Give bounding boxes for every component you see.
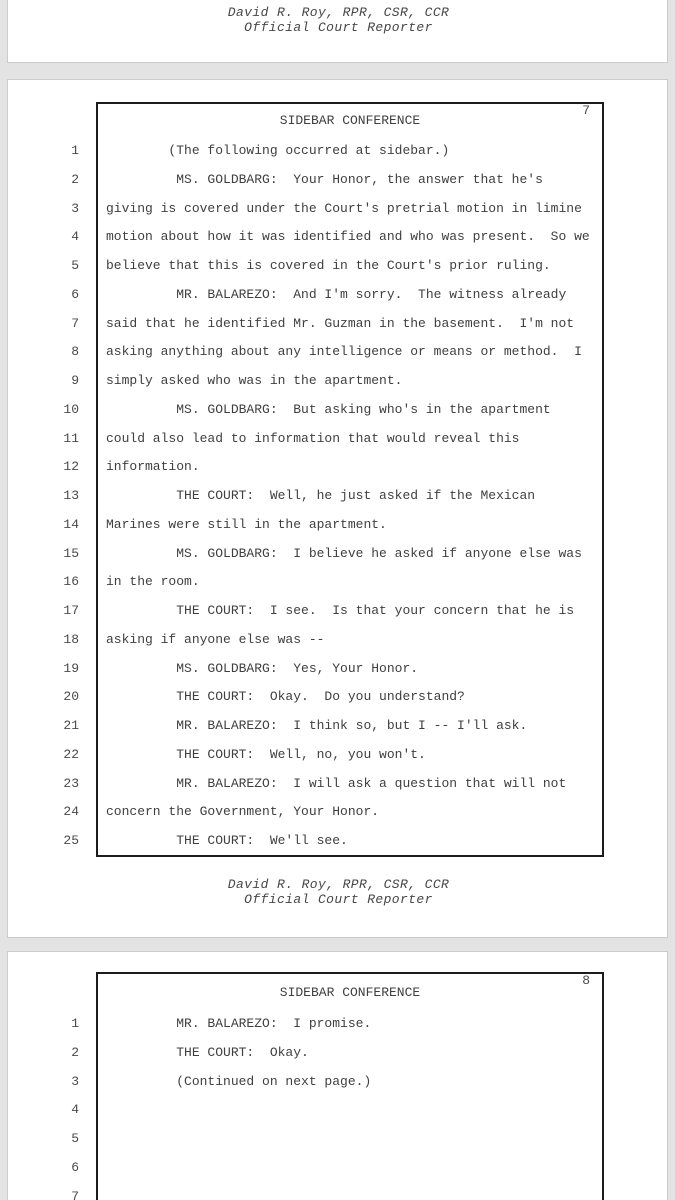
line-number: 5 <box>71 258 79 273</box>
transcript-line <box>8 1096 669 1125</box>
line-number: 9 <box>71 373 79 388</box>
line-number: 25 <box>63 833 79 848</box>
line-number: 13 <box>63 488 79 503</box>
line-number: 14 <box>63 516 79 532</box>
line-text <box>79 1154 106 1183</box>
line-text <box>79 1096 106 1125</box>
transcript-lines <box>8 1010 669 1200</box>
line-text: MR. BALAREZO: And I'm sorry. The witness already <box>106 286 567 302</box>
line-text: (Continued on next page.) <box>106 1073 372 1089</box>
line-text <box>79 1183 106 1200</box>
line-number: 19 <box>63 660 79 676</box>
line-number: 24 <box>63 804 79 820</box>
line-text: in the room. <box>106 574 200 590</box>
line-number: 16 <box>63 574 79 590</box>
transcript-line <box>8 1010 669 1039</box>
transcript-line <box>8 655 669 684</box>
transcript-line <box>8 511 669 540</box>
line-text: said that he identified Mr. Guzman in the basement. I'm not <box>106 315 575 331</box>
line-text: THE COURT: Okay. <box>106 1044 309 1060</box>
line-number: 10 <box>63 401 79 417</box>
transcript-line <box>8 741 669 770</box>
page-header: SIDEBAR CONFERENCE <box>279 113 421 128</box>
line-text: could also lead to information that would reveal this <box>106 430 520 446</box>
reporter-name: David R. Roy, RPR, CSR, CCR <box>227 5 450 20</box>
transcript-line <box>8 482 669 511</box>
transcript-line <box>8 137 669 166</box>
line-text: MS. GOLDBARG: But asking who's in the apartment <box>106 401 551 417</box>
transcript-line <box>8 827 669 856</box>
line-number: 17 <box>63 603 79 618</box>
line-number: 23 <box>63 775 79 791</box>
line-text: MR. BALAREZO: I promise. <box>106 1016 372 1031</box>
line-number: 5 <box>71 1131 79 1146</box>
transcript-line <box>8 1154 669 1183</box>
line-number: 21 <box>63 718 79 733</box>
line-text: believe that this is covered in the Court's prior ruling. <box>106 258 551 273</box>
transcript-line <box>8 1125 669 1154</box>
line-text: THE COURT: Well, no, you won't. <box>106 746 426 762</box>
line-number: 15 <box>63 545 79 561</box>
reporter-footer <box>8 5 669 35</box>
transcript-line <box>8 166 669 195</box>
line-text: THE COURT: I see. Is that your concern that he is <box>106 603 575 618</box>
line-number: 6 <box>71 286 79 302</box>
line-text: THE COURT: We'll see. <box>106 833 348 848</box>
transcript-page-7 <box>7 79 668 938</box>
line-text: asking anything about any intelligence or means or method. I <box>106 344 582 360</box>
line-text: giving is covered under the Court's pretrial motion in limine <box>106 200 582 216</box>
transcript-page-previous-bottom <box>7 0 668 63</box>
line-text: MS. GOLDBARG: Your Honor, the answer that he's <box>106 171 543 187</box>
transcript-line <box>8 568 669 597</box>
line-number: 1 <box>71 1016 79 1031</box>
line-text <box>79 1125 106 1154</box>
line-number: 3 <box>71 200 79 216</box>
line-number: 11 <box>63 430 79 446</box>
transcript-line <box>8 626 669 655</box>
line-number: 4 <box>71 1102 79 1118</box>
line-text: THE COURT: Okay. Do you understand? <box>106 689 465 705</box>
line-number: 4 <box>71 229 79 245</box>
line-number: 2 <box>71 1044 79 1060</box>
line-text: concern the Government, Your Honor. <box>106 804 380 820</box>
transcript-line <box>8 338 669 367</box>
transcript-line <box>8 540 669 569</box>
line-number: 2 <box>71 171 79 187</box>
transcript-line <box>8 712 669 741</box>
line-number: 7 <box>71 315 79 331</box>
transcript-line <box>8 597 669 626</box>
line-text: MR. BALAREZO: I think so, but I -- I'll ask. <box>106 718 528 733</box>
line-text: simply asked who was in the apartment. <box>106 373 403 388</box>
line-text: information. <box>106 459 200 475</box>
transcript-line <box>8 195 669 224</box>
line-text: MS. GOLDBARG: Yes, Your Honor. <box>106 660 419 676</box>
transcript-line <box>8 770 669 799</box>
transcript-line <box>8 453 669 482</box>
reporter-name: David R. Roy, RPR, CSR, CCR <box>227 877 450 892</box>
transcript-page-8 <box>7 951 668 1200</box>
page-number: 8 <box>582 973 590 988</box>
line-text: MR. BALAREZO: I will ask a question that will not <box>106 775 567 791</box>
transcript-line <box>8 798 669 827</box>
page-header: SIDEBAR CONFERENCE <box>279 985 421 1000</box>
transcript-line <box>8 1183 669 1200</box>
transcript-line <box>8 281 669 310</box>
line-number: 18 <box>63 631 79 647</box>
transcript-line <box>8 1039 669 1068</box>
line-number: 8 <box>71 344 79 360</box>
line-number: 12 <box>63 459 79 475</box>
line-number: 1 <box>71 143 79 158</box>
line-number: 3 <box>71 1073 79 1089</box>
transcript-line <box>8 1068 669 1097</box>
line-text: MS. GOLDBARG: I believe he asked if anyone else was <box>106 545 582 561</box>
transcript-line <box>8 683 669 712</box>
page-number: 7 <box>582 103 590 118</box>
transcript-line <box>8 396 669 425</box>
line-number: 7 <box>71 1188 79 1200</box>
line-number: 22 <box>63 746 79 762</box>
transcript-line <box>8 367 669 396</box>
reporter-title: Official Court Reporter <box>244 20 433 35</box>
transcript-line <box>8 425 669 454</box>
line-number: 20 <box>63 689 79 705</box>
reporter-title: Official Court Reporter <box>244 892 433 907</box>
reporter-footer <box>8 877 669 907</box>
line-text: asking if anyone else was -- <box>106 631 325 647</box>
line-number: 6 <box>71 1159 79 1175</box>
transcript-line <box>8 252 669 281</box>
line-text: (The following occurred at sidebar.) <box>106 143 450 158</box>
line-text: Marines were still in the apartment. <box>106 516 387 532</box>
transcript-line <box>8 223 669 252</box>
line-text: motion about how it was identified and who was present. So we <box>106 229 590 245</box>
line-text: THE COURT: Well, he just asked if the Mexican <box>106 488 536 503</box>
transcript-line <box>8 310 669 339</box>
transcript-lines <box>8 137 669 856</box>
